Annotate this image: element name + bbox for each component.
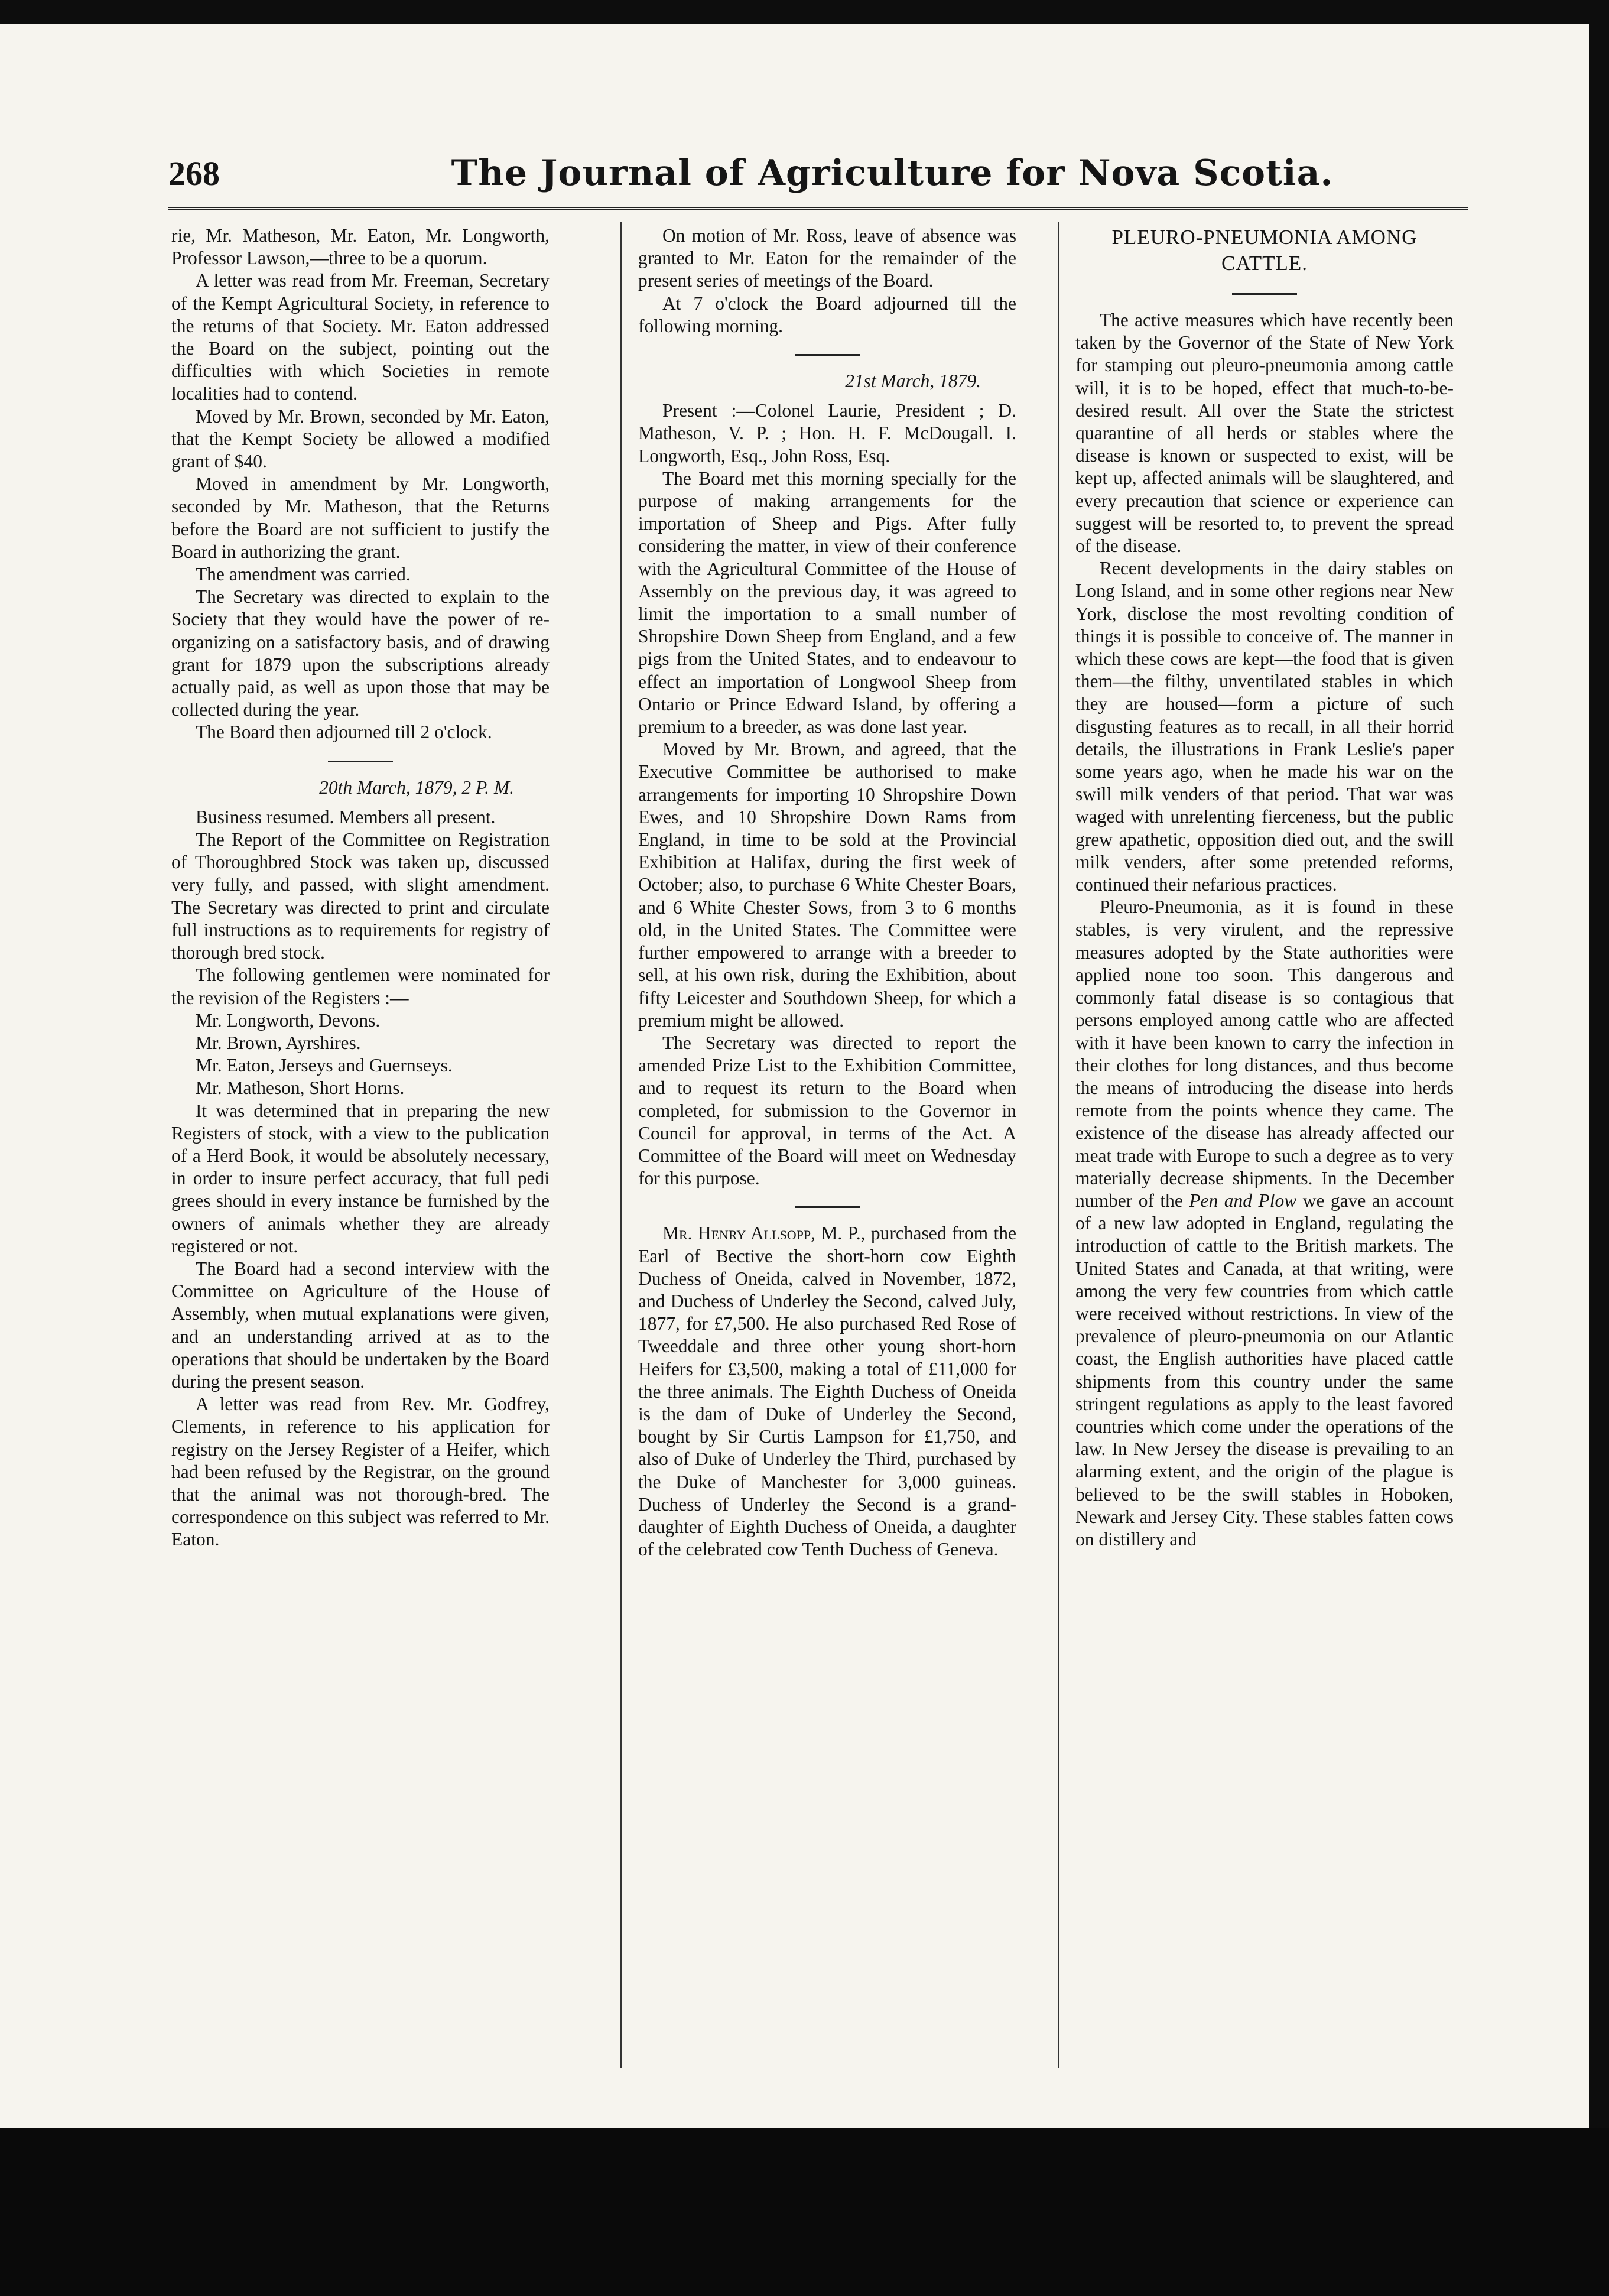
list-item: Mr. Matheson, Short Horns. — [195, 1077, 405, 1099]
publication-title: Pen and Plow — [1189, 1190, 1297, 1211]
column-right — [1075, 225, 1454, 1551]
list-item: Mr. Brown, Ayrshires. — [195, 1032, 361, 1053]
section-rule — [795, 354, 860, 356]
scan-border-bottom — [0, 2128, 1609, 2296]
paragraph: The Board had a second interview with the Committee on Agriculture of the House of Assembly, when mutual explanations were given, and an understanding arrived at as to the operations that should be undertaken by the Board during the present season. — [171, 1258, 550, 1392]
scan-border-right — [1589, 0, 1609, 2296]
running-head: The Journal of Agriculture for Nova Scotia. — [451, 152, 1334, 194]
paragraph: At 7 o'clock the Board adjourned till the following morning. — [638, 293, 1016, 336]
paragraph: The Secretary was directed to report the amended Prize List to the Exhibition Committee, and to request its return to the Board when completed, for submission to the Governor in Council for approval, in terms of the Act. A Committee of the Board will meet on Wednesday for this purpose. — [638, 1032, 1016, 1189]
paragraph: A letter was read from Rev. Mr. Godfrey, Clements, in reference to his application for registry on the Jersey Register of a Heifer, which had been refused by the Registrar, on the ground that the animal was not thorough-bred. The correspondence on this subject was referred to Mr. Eaton. — [171, 1394, 550, 1550]
paragraph: The following gentlemen were nominated for the revision of the Registers :— — [171, 964, 550, 1008]
lead-in-name: Mr. Henry Allsopp, M. P., — [662, 1223, 866, 1244]
column-divider — [1058, 222, 1059, 2068]
page-number: 268 — [168, 154, 220, 193]
dateline: 20th March, 1879, 2 P. M. — [319, 777, 514, 798]
paragraph-body: purchased from the Earl of Bective the short-horn cow Eighth Duchess of Oneida, calved in November, 1872, and Duchess of Underley the Second, calved July, 1877, for £7,500. He also purchased Red Rose of Tweeddale and three other young short-horn Heifers for £3,500, making a total of £11,000 for the three animals. The Eighth Duchess of Oneida is the dam of Duke of Underley the Second, bought by Sir Curtis Lampson for £1,750, and also of Duke of Underley the Third, purchased by the Duke of Manchester for 3,000 guineas. Duchess of Underley the Second is a grand-daughter of Eighth Duchess of Oneida, a daughter of the celebrated cow Tenth Duchess of Geneva. — [638, 1223, 1016, 1560]
dateline: 21st March, 1879. — [845, 371, 981, 392]
paragraph: On motion of Mr. Ross, leave of absence was granted to Mr. Eaton for the remainder of the present series of meetings of the Board. — [638, 225, 1016, 291]
paragraph: The Report of the Committee on Registration of Thoroughbred Stock was taken up, discussed very fully, and passed, with slight amendment. The Secretary was directed to print and circulate full instructions as to requirements for registry of thorough bred stock. — [171, 829, 550, 963]
paragraph: The Board met this morning specially for the purpose of making arrangements for the importation of Sheep and Pigs. After fully considering the matter, in view of their conference with the Agricultural Committee of the House of Assembly on the previous day, it was agreed to limit the importation to a small number of Shropshire Down Sheep from England, and a few pigs from the United States, and to endeavour to effect an importation of Longwool Sheep from Ontario or Prince Edward Island, by offering a premium to a breeder, as was done last year. — [638, 467, 1016, 738]
paragraph: The active measures which have recently been taken by the Governor of the State of New York for stamping out pleuro-pneumonia among cattle will, it is to be hoped, effect that much-to-be-desired result. All over the State the strictest quarantine of all herds or stables where the disease is known or suspected to exist, will be kept up, affected animals will be slaughtered, and every precaution that science or experience can suggest will be resorted to, to prevent the spread of the disease. — [1075, 310, 1454, 557]
paragraph-body: Pleuro-Pneumonia, as it is found in these stables, is very virulent, and the repressive measures adopted by the State authorities were applied none too soon. This dangerous and commonly fatal disease is so contagious that persons employed among cattle who are affected with it have been known to carry the infection in their clothes for long distances, and thus become the means of introducing the disease into herds remote from the points whence they came. The existence of the disease has already affected our meat trade with Europe to such a degree as to very materially decrease shipments. In the December number of the — [1075, 897, 1454, 1211]
paragraph: The amendment was carried. — [195, 564, 411, 585]
paragraph-body: we gave an account of a new law adopted in England, regulating the introduction of cattle to the British markets. The United States and Canada, at that writing, were among the very few countries from which cattle were received without restrictions. In view of the prevalence of pleuro-pneumonia on our Atlantic coast, the English authorities have placed cattle shipments from this country under the same stringent regulations as apply to the least favored countries which come under the operations of the law. In New Jersey the disease is prevailing to an alarming extent, and the origin of the plague is believed to be the swill stables in Hoboken, Newark and Jersey City. These stables fatten cows on distillery and — [1075, 1190, 1454, 1550]
paragraph: A letter was read from Mr. Freeman, Secretary of the Kempt Agricultural Society, in reference to the returns of that Society. Mr. Eaton addressed the Board on the subject, pointing out the difficulties with which Societies in remote localities had to contend. — [171, 270, 550, 404]
paragraph: It was determined that in preparing the new Registers of stock, with a view to the publication of a Herd Book, it would be absolutely necessary, in order to insure perfect accuracy, that full pedi grees should in every instance be furnished by the owners of animals whether they are already registered or not. — [171, 1100, 550, 1256]
list-item: Mr. Longworth, Devons. — [195, 1009, 381, 1031]
section-rule — [328, 761, 393, 762]
paragraph: Business resumed. Members all present. — [195, 806, 496, 827]
column-left — [171, 225, 550, 1551]
paragraph: Moved by Mr. Brown, seconded by Mr. Eaton, that the Kempt Society be allowed a modified grant of $40. — [171, 405, 550, 472]
paragraph: The Board then adjourned till 2 o'clock. — [195, 722, 492, 743]
paragraph — [638, 1222, 1016, 1561]
scan-border-top — [0, 0, 1609, 24]
paragraph: Moved in amendment by Mr. Longworth, seconded by Mr. Matheson, that the Returns before the Board are not sufficient to justify the Board in authorizing the grant. — [171, 473, 550, 562]
paragraph: The Secretary was directed to explain to the Society that they would have the power of re-organizing on a satisfactory basis, and of drawing grant for 1879 upon the subscriptions already actually paid, as well as upon those that may be collected during the year. — [171, 586, 550, 720]
header-rule — [168, 207, 1468, 210]
section-rule — [1232, 293, 1297, 295]
column-divider — [620, 222, 622, 2068]
section-rule — [795, 1206, 860, 1208]
paragraph: rie, Mr. Matheson, Mr. Eaton, Mr. Longworth, Professor Lawson,—three to be a quorum. — [171, 225, 550, 269]
paragraph: Present :—Colonel Laurie, President ; D. Matheson, V. P. ; Hon. H. F. McDougall. I. Longworth, Esq., John Ross, Esq. — [638, 400, 1016, 466]
paragraph: Moved by Mr. Brown, and agreed, that the Executive Committee be authorised to make arrangements for importing 10 Shropshire Down Ewes, and 10 Shropshire Down Rams from England, in time to be sold at the Provincial Exhibition at Halifax, during the first week of October; also, to purchase 6 White Chester Boars, and 6 White Chester Sows, from 3 to 6 months old, in the United States. The Committee were further empowered to arrange with a breeder to sell, at his own risk, during the Exhibition, about fifty Leicester and Southdown Sheep, for which a premium might be allowed. — [638, 739, 1016, 1031]
paragraph: Recent developments in the dairy stables on Long Island, and in some other regions near New York, disclose the most revolting condition of things it is possible to conceive of. The manner in which these cows are kept—the food that is given them—the filthy, unventilated stables in which they are housed—form a picture of such disgusting features as to recall, in all their horrid details, the illustrations in Frank Leslie's paper some years ago, when he made his war on the swill milk venders of that period. That war was waged with unrelenting fierceness, but the public grew apathetic, opposition died out, and the swill milk venders, after some pretended reforms, continued their nefarious practices. — [1075, 558, 1454, 895]
paragraph — [1075, 896, 1454, 1551]
article-title: PLEURO-PNEUMONIA AMONG CATTLE. — [1111, 226, 1418, 275]
column-middle — [638, 225, 1016, 1561]
list-item: Mr. Eaton, Jerseys and Guernseys. — [195, 1055, 453, 1076]
